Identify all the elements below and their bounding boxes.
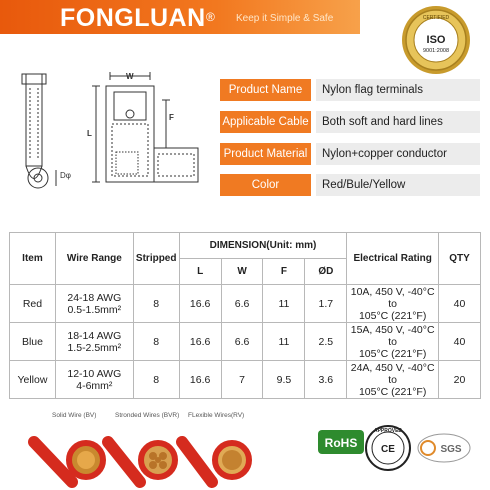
spec-row-applicable-cable xyxy=(220,111,480,133)
cell-w: 7 xyxy=(221,361,263,399)
cell-awg: 24-18 AWG xyxy=(67,291,122,304)
cell-mm: 1.5-2.5mm² xyxy=(67,341,122,354)
cell-mm: 0.5-1.5mm² xyxy=(67,303,122,316)
spec-value: Red/Bule/Yellow xyxy=(316,174,480,196)
dimension-table xyxy=(9,232,481,399)
header-qty: QTY xyxy=(439,233,481,285)
cell-qty: 40 xyxy=(439,323,481,361)
iso-label: ISO xyxy=(426,34,446,46)
cell-item: Red xyxy=(10,285,56,323)
spec-row-product-name xyxy=(220,79,480,101)
cell-rating-line1: 24A, 450 V, -40°C to xyxy=(350,361,435,386)
approved-text: APPROVED xyxy=(373,428,403,434)
flexible-wire-icon xyxy=(182,442,249,482)
cell-awg: 12-10 AWG xyxy=(67,367,122,380)
brand-slogan: Keep it Simple & Safe xyxy=(236,13,334,24)
header-stripped: Stripped xyxy=(133,233,179,285)
cell-f: 11 xyxy=(263,323,305,361)
cell-rating-line2: 105°C (221°F) xyxy=(358,385,427,398)
wire-label-solid: Solid Wire (BV) xyxy=(52,412,97,419)
cell-qty: 40 xyxy=(439,285,481,323)
terminal-side-view-icon xyxy=(22,74,56,188)
cell-d: 1.7 xyxy=(305,285,347,323)
brand-name: FONGLUAN xyxy=(60,4,206,32)
wire-label-stranded: Stronded Wires (BVR) xyxy=(115,412,180,419)
spec-row-color xyxy=(220,174,480,196)
iso-ring-text: CERTIFIED xyxy=(422,15,450,21)
registered-mark: ® xyxy=(206,10,215,24)
dimension-f-label: F xyxy=(169,113,174,122)
cell-stripped: 8 xyxy=(133,323,179,361)
header-wire-range: Wire Range xyxy=(55,233,133,285)
cell-rating-line1: 15A, 450 V, -40°C to xyxy=(350,323,435,348)
cell-w: 6.6 xyxy=(221,285,263,323)
cell-rating-line2: 105°C (221°F) xyxy=(358,347,427,360)
spec-label: Product Name xyxy=(220,79,311,101)
cell-l: 16.6 xyxy=(179,361,221,399)
solid-wire-icon xyxy=(34,442,103,482)
spec-label: Applicable Cable xyxy=(220,111,311,133)
header-w: W xyxy=(221,259,263,285)
wire-label-flexible: FLexible Wires(RV) xyxy=(188,412,245,419)
cell-rating xyxy=(347,285,439,323)
header-dimension: DIMENSION(Unit: mm) xyxy=(179,233,347,259)
cell-item: Blue xyxy=(10,323,56,361)
dimension-d-label: Dφ xyxy=(60,171,71,180)
spec-value: Both soft and hard lines xyxy=(316,111,480,133)
rohs-text: RoHS xyxy=(324,436,358,450)
cell-f: 9.5 xyxy=(263,361,305,399)
spec-label: Color xyxy=(220,174,311,196)
cell-l: 16.6 xyxy=(179,323,221,361)
cell-wire-range xyxy=(55,361,133,399)
table-row xyxy=(10,323,481,361)
cell-w: 6.6 xyxy=(221,323,263,361)
cell-rating xyxy=(347,323,439,361)
cell-stripped: 8 xyxy=(133,361,179,399)
spec-label: Product Material xyxy=(220,143,311,165)
cell-awg: 18-14 AWG xyxy=(67,329,122,342)
cell-wire-range xyxy=(55,323,133,361)
cell-d: 3.6 xyxy=(305,361,347,399)
spec-row-product-material xyxy=(220,143,480,165)
iso-standard: 9001:2008 xyxy=(423,48,449,54)
bottom-graphics xyxy=(0,408,490,490)
header-l: L xyxy=(179,259,221,285)
header-banner xyxy=(0,0,360,34)
table-row xyxy=(10,361,481,399)
dimension-w-label: W xyxy=(126,72,134,81)
ce-text: CE xyxy=(381,444,395,455)
cell-mm: 4-6mm² xyxy=(76,379,113,392)
cell-wire-range xyxy=(55,285,133,323)
header-f: F xyxy=(263,259,305,285)
sgs-badge-icon xyxy=(418,434,470,462)
cell-f: 11 xyxy=(263,285,305,323)
sgs-text: SGS xyxy=(440,444,462,455)
iso-certified-seal-icon xyxy=(400,4,472,76)
header-electrical-rating: Electrical Rating xyxy=(347,233,439,285)
cell-d: 2.5 xyxy=(305,323,347,361)
cell-rating-line1: 10A, 450 V, -40°C to xyxy=(350,285,435,310)
terminal-front-view-icon xyxy=(92,72,198,182)
table-row xyxy=(10,285,481,323)
stranded-wire-icon xyxy=(108,442,175,482)
rohs-badge-icon xyxy=(318,430,364,454)
spec-value: Nylon+copper conductor xyxy=(316,143,480,165)
approved-seal-icon xyxy=(366,426,410,470)
dimension-l-label: L xyxy=(87,129,92,138)
header-d: ØD xyxy=(305,259,347,285)
cell-l: 16.6 xyxy=(179,285,221,323)
cell-stripped: 8 xyxy=(133,285,179,323)
cell-rating-line2: 105°C (221°F) xyxy=(358,309,427,322)
terminal-technical-drawing xyxy=(8,66,213,216)
header-item: Item xyxy=(10,233,56,285)
cell-rating xyxy=(347,361,439,399)
spec-value: Nylon flag terminals xyxy=(316,79,480,101)
cell-qty: 20 xyxy=(439,361,481,399)
cell-item: Yellow xyxy=(10,361,56,399)
